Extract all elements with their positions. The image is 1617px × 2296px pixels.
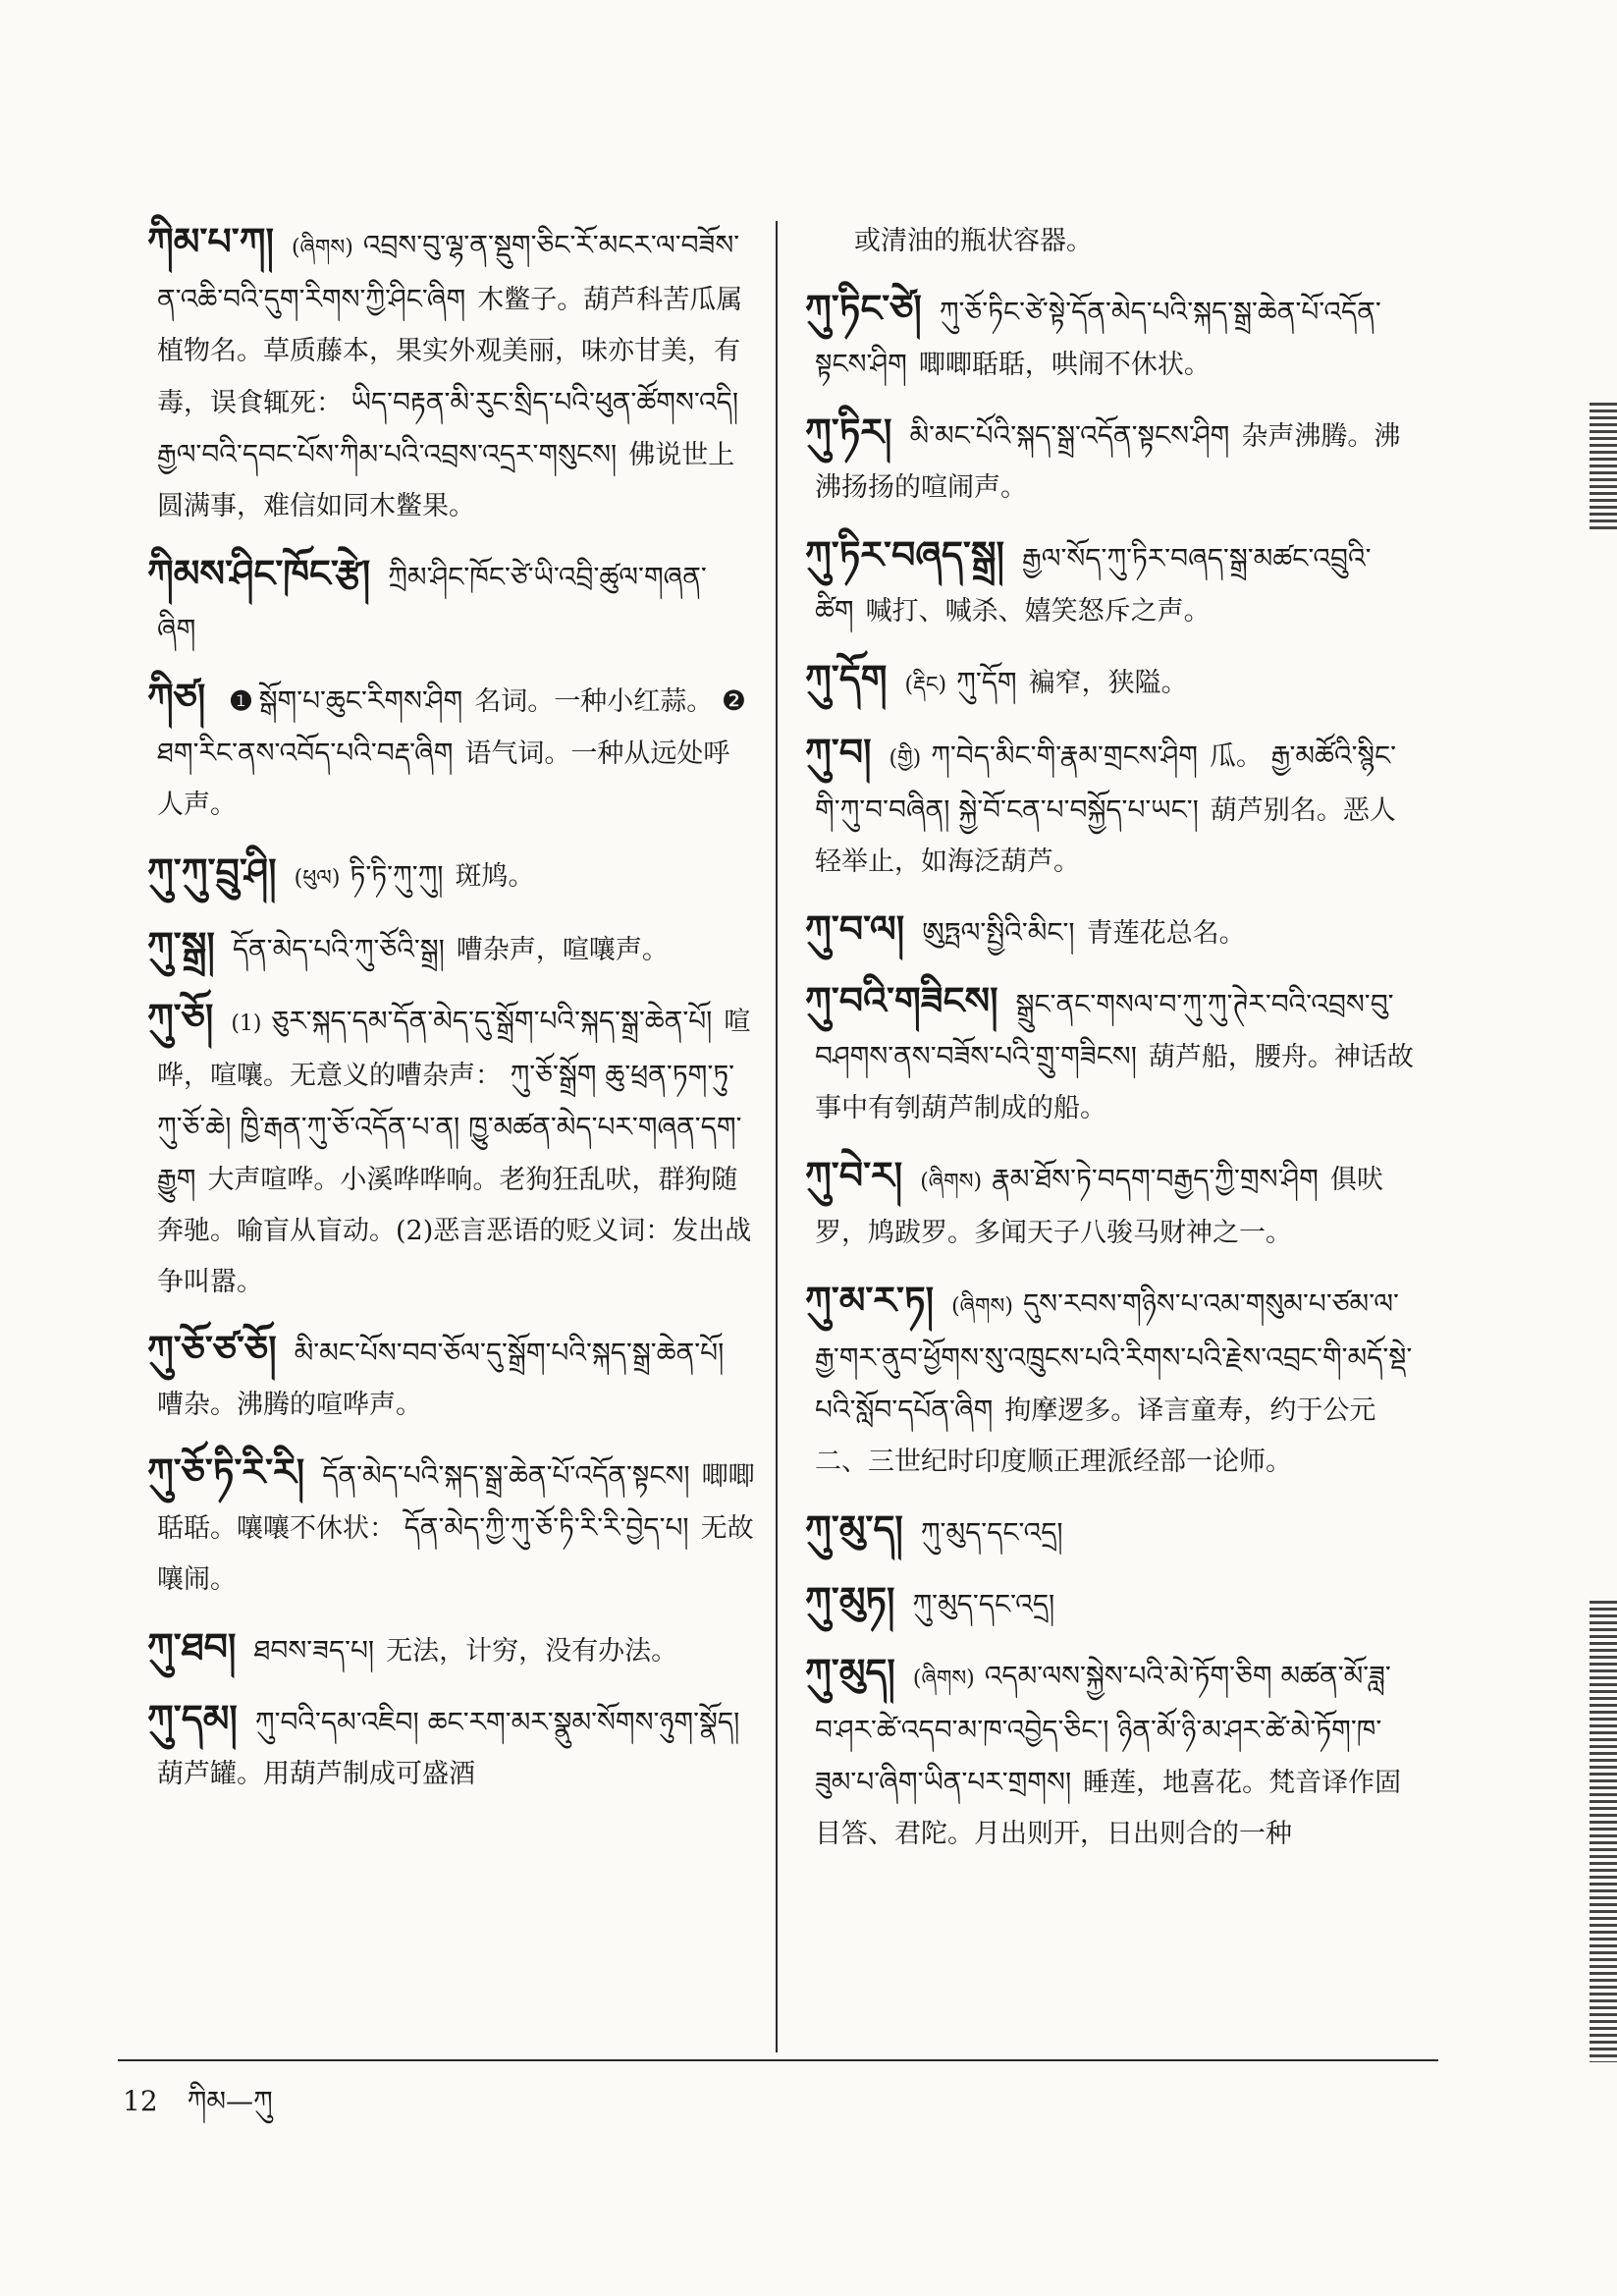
headword: ཀུ་ཏིར། <box>805 410 892 454</box>
headword: ཀུ་མུད། <box>805 1650 895 1694</box>
chinese-definition: 嘈杂声，喧嚷声。 <box>456 935 669 965</box>
entry <box>147 1324 756 1431</box>
grammar-note: (ཞིགས) <box>920 1170 983 1194</box>
page-footer <box>123 2070 302 2148</box>
tibetan-definition: རྒྱལ་སོད་ཀུ་ཏིར་བཞད་སྒྲ་མཚང་འབྲུའི་ཚིག <box>815 542 1372 627</box>
entry <box>805 975 1414 1134</box>
headword: ཀུ་མ་ར་ཏ། <box>805 1278 935 1322</box>
chinese-definition: 褊窄，狭隘。 <box>1028 668 1188 698</box>
chinese-definition: 葫芦船，腰舟。神话故事中有刳葫芦制成的船。 <box>815 1042 1414 1123</box>
chinese-definition: 睡莲，地喜花。梵音译作固目答、君陀。月出则开，日出则合的一种 <box>815 1768 1402 1849</box>
tibetan-definition: འདམ་ལས་སྐྱེས་པའི་མེ་ཏོག་ཅིག མཚན་མོ་ཟླ་བ་ཤར་ཚེ་འདབ་མ་ཁ་འབྱེད་ཅིང་། ཉིན་མོ་ཉི་མ་ཤར་ཚེ་མེ་ཏོག་ཁ་ཟུམ་པ་ཞིག་ཡིན་པར་གྲགས། <box>815 1660 1391 1798</box>
chinese-definition: 青莲花总名。 <box>1086 918 1246 949</box>
tibetan-definition: འབྲས་བུ་ལྷ་ན་སྡུག་ཅིང་རོ་མངར་ལ་བཟོས་ན་འཆི་བའི་དུག་རིགས་ཀྱི་ཤིང་ཞིག <box>157 229 740 315</box>
chinese-definition: 木鳖子。葫芦科苦瓜属植物名。草质藤本，果实外观美丽，味亦甘美，有毒，误食辄死： <box>157 285 743 418</box>
tibetan-definition: སྒྲུང་ནང་གསལ་བ་ཀུ་ཀུ་ཊེར་བའི་འབྲས་བུ་བཤགས་ནས་བཟོས་པའི་གྲུ་གཟིངས། <box>815 988 1394 1072</box>
headword: ཀུ་མུཏ། <box>805 1578 895 1622</box>
headword: ཀུ་བ། <box>805 730 872 774</box>
tibetan-definition: ཨུཏྤལ་སྤྱིའི་མིང་། <box>922 916 1075 949</box>
entry <box>805 529 1414 637</box>
chinese-definition: 杂声沸腾。沸沸扬扬的喧闹声。 <box>815 421 1401 503</box>
entry <box>805 1150 1414 1259</box>
tibetan-definition: ཀུ་མུད་དང་འདྲ། <box>912 1588 1055 1620</box>
entry <box>805 1647 1414 1860</box>
tibetan-example: རྒྱ་མཚོའི་སྙིང་གི་ཀུ་བ་བཞིན། སྐྱེ་བོ་ངན་པ་བསྐྱོད་པ་ཡང་། <box>815 739 1397 826</box>
grammar-note: (ཞིགས) <box>912 1667 975 1691</box>
scan-edge-mark <box>1590 1601 1617 2062</box>
entry <box>805 407 1414 514</box>
chinese-definition: 俱吠罗，鸠跋罗。多闻天子八骏马财神之一。 <box>815 1165 1383 1248</box>
chinese-definition: 无法，计穷，没有办法。 <box>386 1636 678 1667</box>
chinese-definition: 或清油的瓶状容器。 <box>854 226 1093 256</box>
tibetan-definition: ཀྲིམ་ཤིང་ཁོང་ཙེ་ཡི་འབྲི་ཚུལ་གཞན་ཞིག <box>157 561 707 645</box>
sense-marker: (1) <box>231 1011 262 1036</box>
chinese-definition-2: 语气词。一种从远处呼人声。 <box>157 738 730 820</box>
right-column <box>805 216 1414 1876</box>
entry <box>805 283 1414 391</box>
entry <box>147 672 756 831</box>
tibetan-definition: ཀུ་ཅོ་ཏིང་ཙེ་སྟེ་དོན་མེད་པའི་སྐད་སྒྲ་ཆེན་པོ་འདོན་སྟངས་ཤིག <box>815 296 1381 380</box>
entry <box>147 847 756 904</box>
chinese-definition: 喧哗，喧嚷。无意义的嘈杂声： <box>157 1007 751 1091</box>
entry <box>805 653 1414 711</box>
headword: ཀུ་ཅོ། <box>147 995 214 1039</box>
tibetan-definition: སྒོག་པ་ཆུང་རིགས་ཤིག <box>258 684 463 717</box>
headword: ཀུ་དམ། <box>147 1696 238 1740</box>
entry <box>147 548 756 656</box>
grammar-note: (ཕུལ) <box>294 866 341 891</box>
entry-continuation <box>815 216 1414 267</box>
tibetan-definition-2: ❷ ཐག་རིང་ནས་འབོད་པའི་བརྡ་ཞིག <box>157 684 746 769</box>
tibetan-definition: དུས་རབས་གཉིས་པ་འམ་གསུམ་པ་ཙམ་ལ་རྒྱ་གར་ནུབ་ཕྱོགས་སུ་འཁྲུངས་པའི་རིགས་པའི་རྗེས་འབྲང་གི་མདོ་སྡེ་པའི་སློབ་དཔོན་ཞིག <box>815 1287 1413 1426</box>
entry <box>805 1503 1414 1559</box>
chinese-definition: 拘摩逻多。译言童寿，约于公元二、三世纪时印度顺正理派经部一论师。 <box>815 1395 1376 1477</box>
chinese-definition: 斑鸠。 <box>455 861 535 892</box>
headword: ཀུ་ཅོ་ཏི་རི་རི། <box>147 1449 305 1494</box>
headword: ཀིམས་ཤིང་ཁོང་རྩེ། <box>147 551 371 595</box>
tibetan-example: ཀུ་ཅོ་སྒྲོག ཆུ་ཕྲན་ཏག་ཏུ་ཀུ་ཅོ་ཆེ། ཁྱི་རྒན་ཀུ་ཅོ་འདོན་པ་ན། ཁྱུ་མཚན་མེད་པར་གཞན་དག་རྒྱུག <box>157 1059 742 1195</box>
sense-marker: ❶ <box>229 686 253 717</box>
entry <box>805 903 1414 959</box>
tibetan-definition: མི་མང་པོས་བབ་ཅོལ་དུ་སྒྲོག་པའི་སྐད་སྒྲ་ཆེན་པོ། <box>294 1337 725 1369</box>
headword: ཀུ་ཀུ་བྲུ་ཤི། <box>147 849 277 894</box>
headword: ཀུ་ཏིར་བཞད་སྒྲ། <box>805 532 1004 576</box>
chinese-definition: 嘈杂。沸腾的喧哗声。 <box>157 1390 422 1420</box>
headword: ཀུ་དོག <box>805 656 888 700</box>
tibetan-definition: ཅུར་སྐད་དམ་དོན་མེད་དུ་སྒྲོག་པའི་སྐད་སྒྲ་ཆེན་པོ། <box>271 1005 713 1037</box>
chinese-example: 大声喧哗。小溪哗哗响。老狗狂乱吠，群狗随奔驰。喻盲从盲动。(2)恶言恶语的贬义词：发出战争叫嚣。 <box>157 1165 752 1297</box>
chinese-example: 无故嚷闹。 <box>157 1513 754 1595</box>
headword: ཀུ་ཏིང་ཙེ། <box>805 286 922 330</box>
tibetan-definition: ཏི་ཏི་ཀུ་ཀུ། <box>350 859 444 892</box>
headword: ཀུ་བའི་གཟིངས། <box>805 978 998 1022</box>
chinese-example: 佛说世上圆满事，难信如同木鳖果。 <box>157 440 735 521</box>
entry <box>147 1447 756 1606</box>
chinese-definition: 葫芦罐。用葫芦制成可盛酒 <box>157 1759 475 1789</box>
headword: ཀུ་ཐབ། <box>147 1624 237 1668</box>
headword: ཀུ་ཅོ་ཙ་ཅོ། <box>147 1327 277 1371</box>
entry <box>805 1575 1414 1631</box>
page-range: ཀིམ—ཀུ <box>187 2085 273 2117</box>
page-number: 12 <box>123 2085 158 2117</box>
tibetan-definition: ཀུ་དོག <box>956 666 1017 698</box>
entry <box>147 920 756 976</box>
column-divider <box>776 221 778 2052</box>
entry <box>147 1621 756 1677</box>
chinese-definition: 唧唧聒聒。嚷嚷不休状： <box>157 1461 755 1544</box>
tibetan-example: ཡིད་བརྟན་མི་རུང་སྲིད་པའི་ཕུན་ཚོགས་འདི། རྒྱལ་བའི་དབང་པོས་ཀིམ་པའི་འབྲས་འདྲར་གསུངས། <box>157 386 739 470</box>
tibetan-definition: ཀུ་མུད་དང་འདྲ། <box>920 1516 1063 1549</box>
entry <box>147 216 756 532</box>
chinese-definition: 喊打、喊杀、嬉笑怒斥之声。 <box>865 596 1211 627</box>
grammar-note: (ཞིགས) <box>951 1294 1013 1319</box>
tibetan-definition: ཀ་བེད་མིང་གི་རྣམ་གྲངས་ཤིག <box>931 739 1199 772</box>
tibetan-definition: དོན་མེད་པའི་སྐད་སྒྲ་ཆེན་པོ་འདོན་སྟངས། <box>322 1459 690 1492</box>
footer-rule <box>118 2059 1438 2061</box>
grammar-note: (ཞིགས) <box>291 236 353 260</box>
chinese-definition: 唧唧聒聒，哄闹不休状。 <box>918 350 1211 380</box>
grammar-note: (རྡིང) <box>904 673 947 697</box>
tibetan-definition: རྣམ་ཐོས་ཏེ་བདག་བརྒྱད་ཀྱི་གྲས་ཤིག <box>992 1163 1319 1195</box>
entry <box>147 1693 756 1800</box>
headword: ཀུ་བ་ལ། <box>805 906 905 951</box>
headword: ཀིམ་པ་ཀ། <box>147 219 274 263</box>
entry <box>805 727 1414 888</box>
entry <box>147 992 756 1308</box>
tibetan-definition: དོན་མེད་པའི་ཀུ་ཅོའི་སྒྲ། <box>232 933 445 965</box>
headword: ཀུ་མུ་ད། <box>805 1506 903 1551</box>
tibetan-definition: ཐབས་ཟད་པ། <box>253 1634 375 1667</box>
left-column <box>147 216 756 1816</box>
tibetan-example: དོན་མེད་ཀྱི་ཀུ་ཅོ་ཏི་རི་རི་བྱེད་པ། <box>404 1511 689 1544</box>
chinese-definition: 名词。一种小红蒜。 <box>474 686 714 717</box>
grammar-note: (གྱི) <box>889 746 922 771</box>
scan-edge-mark <box>1590 403 1617 530</box>
tibetan-definition: མི་མང་པོའི་སྐད་སྒྲ་འདོན་སྟངས་ཤིག <box>909 419 1230 452</box>
headword: ཀུ་བེ་ར། <box>805 1153 903 1197</box>
chinese-example: 葫芦别名。恶人轻举止，如海泛葫芦。 <box>815 795 1396 877</box>
headword: ཀིཙ། <box>147 675 206 719</box>
tibetan-definition: ཀུ་བའི་དམ་འཇིབ། ཆང་རག་མར་སྣུམ་སོགས་ཉུག་སྣོད། <box>254 1706 740 1738</box>
headword: ཀུ་སྒྲ། <box>147 923 215 967</box>
entry <box>805 1275 1414 1488</box>
chinese-definition: 瓜。 <box>1210 741 1264 772</box>
